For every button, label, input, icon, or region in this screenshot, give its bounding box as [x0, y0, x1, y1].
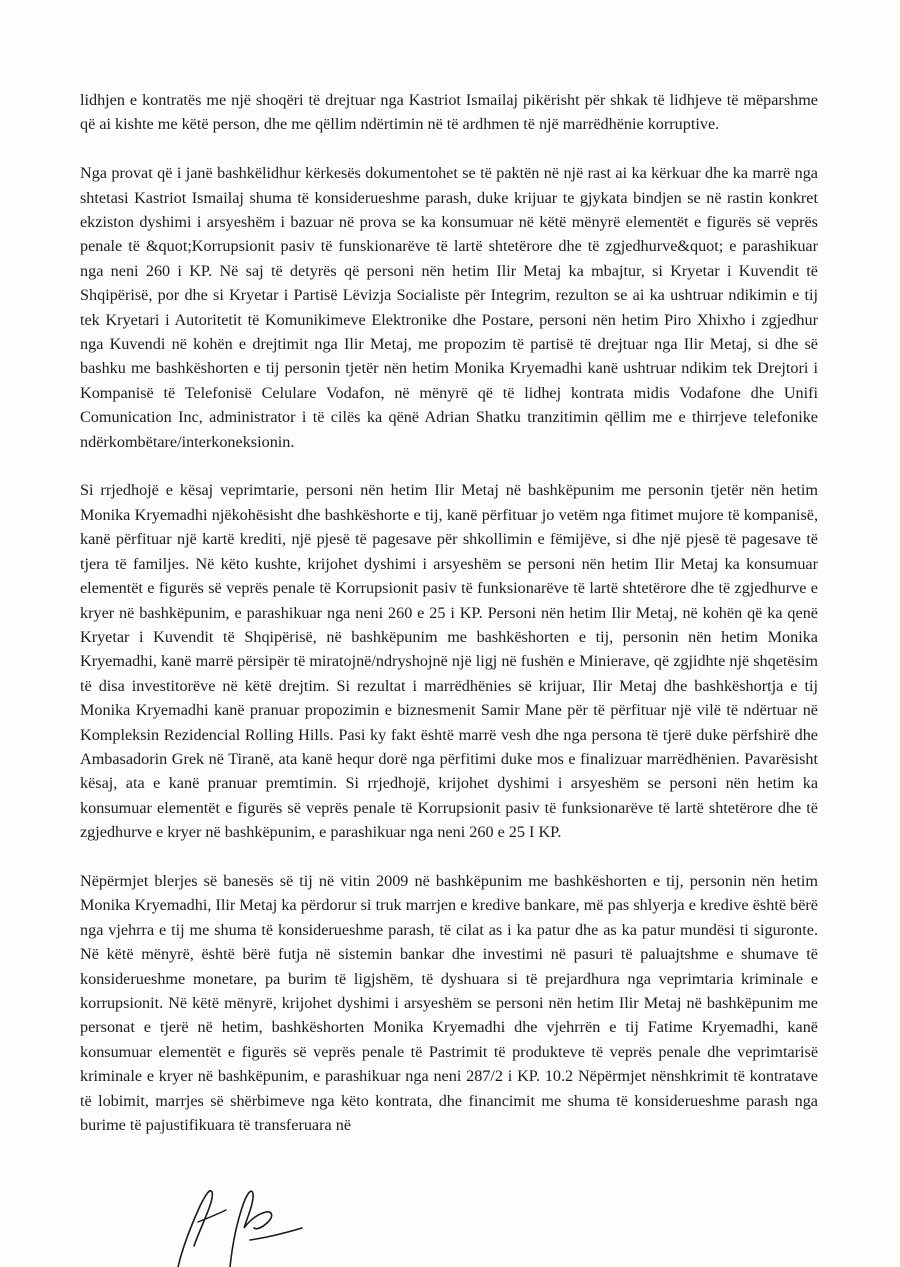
document-body [80, 88, 818, 1137]
handwritten-signature [160, 1158, 310, 1267]
paragraph-3: Si rrjedhojë e kësaj veprimtarie, personi nën hetim Ilir Metaj në bashkëpunim me personin tjetër nën hetim Monika Kryemadhi njëkohësisht dhe bashkëshorte e tij, kanë përfituar jo vetëm nga fitimet mujore të kompanisë, kanë përfituar një kartë krediti, një pjesë të pagesave për shkollimin e fëmijëve, si dhe një pjesë të pagesave të tjera të familjes. Në këto kushte, krijohet dyshimi i arsyeshëm se personi nën hetim Ilir Metaj ka konsumuar elementët e figurës së veprës penale të Korrupsionit pasiv të funksionarëve të lartë shtetërore dhe të zgjedhurve e kryer në bashkëpunim, e parashikuar nga neni 260 e 25 i KP. Personi nën hetim Ilir Metaj, në kohën që ka qenë Kryetar i Kuvendit të Shqipërisë, në bashkëpunim me bashkëshorten e tij, personin nën hetim Monika Kryemadhi, kanë marrë përsipër të miratojnë/ndryshojnë një ligj në fushën e Minierave, që zgjidhte një shqetësim të disa investitorëve në këtë drejtim. Si rezultat i marrëdhënies së krijuar, Ilir Metaj dhe bashkëshortja e tij Monika Kryemadhi kanë pranuar propozimin e biznesmenit Samir Mane për të përfituar një vilë të ndërtuar në Kompleksin Rezidencial Rolling Hills. Pasi ky fakt është marrë vesh dhe nga persona të tjerë duke përfshirë dhe Ambasadorin Grek në Tiranë, ata kanë hequr dorë nga përfitimi duke mos e finalizuar marrëdhënien. Pavarësisht kësaj, ata e kanë pranuar premtimin. Si rrjedhojë, krijohet dyshimi i arsyeshëm se personi nën hetim ka konsumuar elementët e figurës së veprës penale të Korrupsionit pasiv të funksionarëve të lartë shtetërore dhe të zgjedhurve e kryer në bashkëpunim, e parashikuar nga neni 260 e 25 I KP. [80, 481, 818, 842]
paragraph-4: Nëpërmjet blerjes së banesës së tij në vitin 2009 në bashkëpunim me bashkëshorten e tij, personin nën hetim Monika Kryemadhi, Ilir Metaj ka përdorur si truk marrjen e kredive bankare, më pas shlyerja e kredive është bërë nga vjehrra e tij me shuma të konsiderueshme parash, të cilat as i ka patur dhe as ka patur mundësi ti siguronte. Në këtë mënyrë, është bërë futja në sistemin bankar dhe investimi në pasuri të paluajtshme e shumave të konsiderueshme monetare, pa burim të ligjshëm, të dyshuara si të prejardhura nga veprimtaria kriminale e korrupsionit. Në këtë mënyrë, krijohet dyshimi i arsyeshëm se personi nën hetim Ilir Metaj në bashkëpunim me personat e tjerë në hetim, bashkëshorten Monika Kryemadhi dhe vjehrrën e tij Fatime Kryemadhi, kanë konsumuar elementët e figurës së veprës penale të Pastrimit të produkteve të veprës penale dhe veprimtarisë kriminale e kryer në bashkëpunim, e parashikuar nga neni 287/2 i KP. 10.2 Nëpërmjet nënshkrimit të kontratave të lobimit, marrjes së shërbimeve nga këto kontrata, dhe financimit me shuma të konsiderueshme parash nga burime të pajustifikuara të transferuara në [80, 871, 818, 1135]
paragraph-2: Nga provat që i janë bashkëlidhur kërkesës dokumentohet se të paktën në një rast ai ka kërkuar dhe ka marrë nga shtetasi Kastriot Ismailaj shuma të konsiderueshme parash, duke krijuar te gjykata bindjen se në rastin konkret ekziston dyshimi i arsyeshëm i bazuar në prova se ka konsumuar në këtë mënyrë elementët e figurës së veprës penale të &quot;Korrupsionit pasiv të funskionarëve të lartë shtetërore dhe të zgjedhurve&quot; e parashikuar nga neni 260 i KP. Në saj të detyrës që personi nën hetim Ilir Metaj ka mbajtur, si Kryetar i Kuvendit të Shqipërisë, por dhe si Kryetar i Partisë Lëvizja Socialiste për Integrim, rezulton se ai ka ushtruar ndikimin e tij tek Kryetari i Autoritetit të Komunikimeve Elektronike dhe Postare, personi nën hetim Piro Xhixho i zgjedhur nga Kuvendi në kohën e drejtimit nga Ilir Metaj, me propozim të partisë të drejtuar nga Ilir Metaj, si dhe së bashku me bashkëshorten e tij personin tjetër nën hetim Monika Kryemadhi kanë ushtruar ndikim tek Drejtori i Kompanisë të Telefonisë Celulare Vodafon, në mënyrë që të lidhej kontrata midis Vodafone dhe Unifi Comunication Inc, administrator i të cilës ka qënë Adrian Shatku tranzitimin qëllim me e thirrjeve telefonike ndërkombëtare/interkoneksionin. [80, 164, 818, 451]
paragraph-1: lidhjen e kontratës me një shoqëri të drejtuar nga Kastriot Ismailaj pikërisht për shkak të lidhjeve të mëparshme që ai kishte me këtë person, dhe me qëllim ndërtimin në të ardhmen të një marrëdhënie korruptive. [80, 91, 818, 134]
